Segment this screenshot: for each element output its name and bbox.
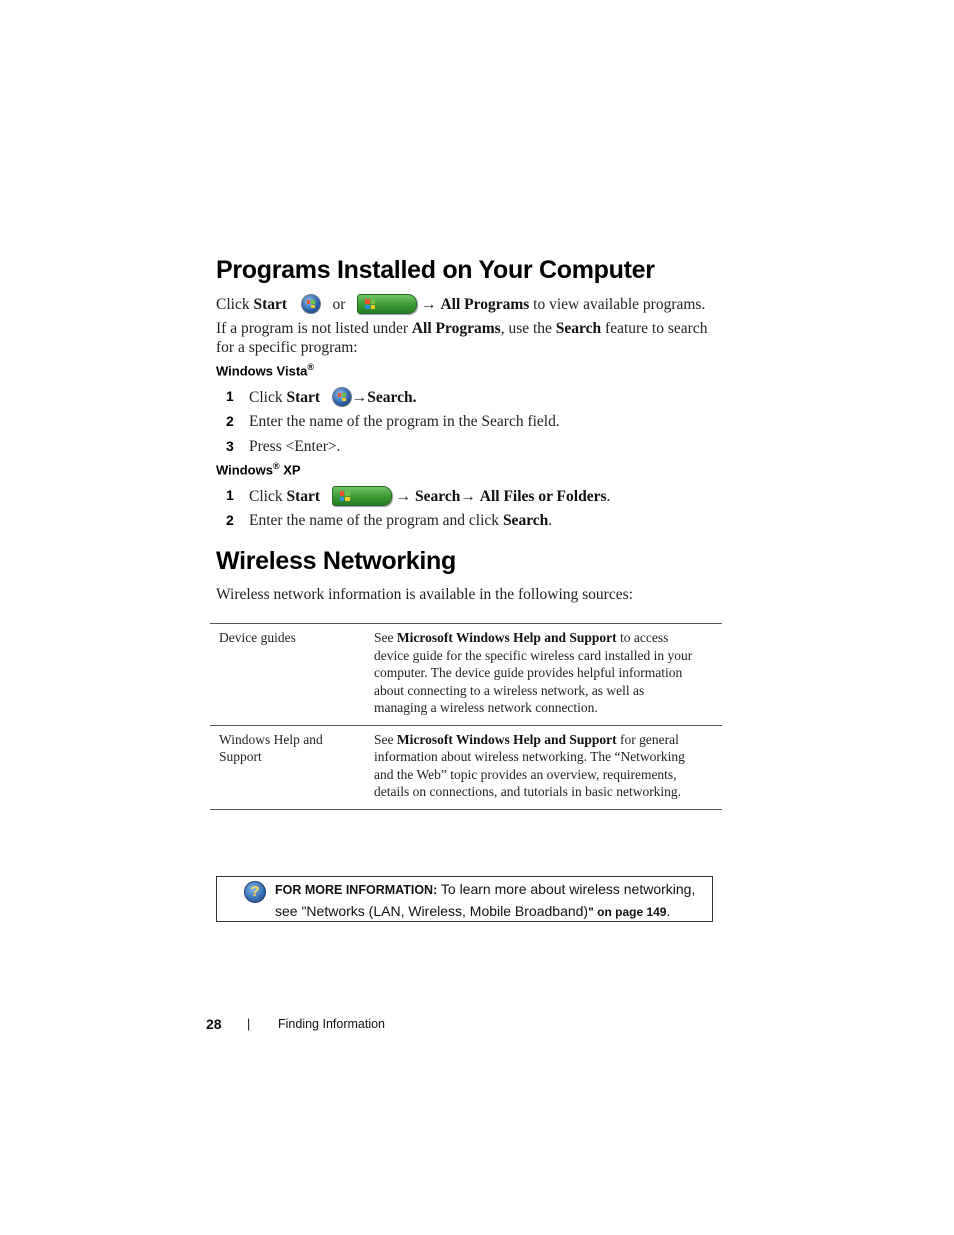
networks-cross-reference-link[interactable]: see "Networks (LAN, Wireless, Mobile Broadband) — [275, 903, 589, 919]
page-number: 28 — [206, 1016, 222, 1032]
desc-text: for general — [620, 731, 679, 747]
step-number: 1 — [226, 487, 234, 503]
desc-line: managing a wireless network connection. — [374, 700, 598, 715]
period: . — [606, 488, 611, 505]
period: . — [548, 512, 553, 529]
windows-xp-start-button-icon — [357, 294, 417, 314]
table-cell-source — [210, 624, 365, 726]
step-number: 2 — [226, 512, 234, 528]
source-label: Support — [219, 749, 262, 764]
arrow: → — [460, 488, 476, 505]
note-text — [275, 879, 695, 923]
footer-section-title: Finding Information — [278, 1017, 386, 1031]
text-search: Search — [415, 488, 461, 505]
windows-vista-start-orb-icon — [332, 387, 352, 407]
vista-heading-text: Windows Vista — [216, 363, 308, 379]
table-row — [210, 624, 722, 726]
note-text-line1: To learn more about wireless networking, — [440, 881, 696, 897]
para-text-b: , use the — [500, 320, 552, 337]
desc-line: computer. The device guide provides helpful information — [374, 665, 683, 680]
table-cell-source — [210, 725, 365, 809]
vista-step-2: Enter the name of the program in the Search field. — [249, 413, 560, 430]
not-listed-paragraph-line2: for a specific program: — [216, 339, 358, 356]
step-number: 2 — [226, 413, 234, 429]
text-search: Search — [502, 512, 549, 529]
xp-step-1 — [249, 486, 610, 506]
desc-line: details on connections, and tutorials in basic networking. — [374, 784, 682, 799]
subheading-windows-vista — [216, 362, 314, 378]
desc-line: information about wireless networking. The “Networking — [374, 749, 685, 764]
heading-programs-installed: Programs Installed on Your Computer — [216, 256, 655, 284]
source-label: Windows Help and — [219, 731, 323, 747]
vista-step-3: Press <Enter>. — [249, 438, 341, 455]
text-start: Start — [286, 488, 321, 505]
desc-line: and the Web” topic provides an overview, requirements, — [374, 766, 677, 782]
step-number: 1 — [226, 388, 234, 404]
xp-step-2-text: Enter the name of the program and click — [249, 512, 500, 529]
arrow: → — [351, 389, 368, 406]
arrow: → — [395, 488, 412, 505]
windows-vista-start-orb-icon — [301, 294, 321, 314]
footer-separator: | — [247, 1017, 251, 1031]
more-information-note — [216, 876, 713, 922]
desc-text: to access — [620, 630, 669, 645]
text-click: Click — [216, 296, 250, 313]
table-cell-description — [365, 725, 722, 809]
text-start: Start — [286, 389, 321, 406]
text-click: Click — [249, 488, 283, 505]
see-text: See — [374, 630, 394, 645]
text-all-programs: All Programs — [440, 296, 530, 313]
para-all-programs: All Programs — [411, 320, 501, 337]
registered-mark: ® — [272, 461, 280, 471]
period: . — [666, 903, 671, 919]
wireless-intro: Wireless network information is available in the following sources: — [216, 586, 633, 603]
question-mark-help-icon: ? — [244, 881, 266, 903]
text-view-programs: to view available programs. — [533, 296, 706, 313]
text-click: Click — [249, 389, 283, 406]
text-search: Search. — [367, 389, 417, 406]
para-text-c: feature to search — [605, 320, 708, 337]
desc-line: about connecting to a wireless network, as well as — [374, 682, 645, 698]
xp-step-2 — [249, 511, 552, 530]
page-reference: " on page 149 — [588, 905, 667, 919]
table-row — [210, 725, 722, 809]
registered-mark: ® — [307, 362, 315, 372]
para-search: Search — [555, 320, 602, 337]
xp-heading-text-b: XP — [283, 462, 301, 478]
text-or: or — [332, 296, 346, 313]
vista-step-1 — [249, 387, 417, 407]
desc-line: device guide for the specific wireless card installed in your — [374, 647, 693, 663]
see-text: See — [374, 731, 394, 747]
xp-heading-text-a: Windows — [216, 462, 273, 478]
intro-line — [216, 294, 705, 314]
windows-xp-start-button-icon — [332, 486, 392, 506]
heading-wireless-networking: Wireless Networking — [216, 547, 456, 575]
not-listed-paragraph-line1 — [216, 319, 707, 338]
step-number: 3 — [226, 438, 234, 454]
text-start: Start — [253, 296, 288, 313]
source-label: Device guides — [219, 630, 296, 645]
table-cell-description — [365, 624, 722, 726]
arrow: → — [421, 296, 437, 313]
help-and-support-bold: Microsoft Windows Help and Support — [396, 630, 617, 645]
para-text-a: If a program is not listed under — [216, 320, 408, 337]
note-lead: FOR MORE INFORMATION: — [275, 883, 438, 897]
subheading-windows-xp — [216, 461, 301, 477]
wireless-sources-table — [210, 623, 722, 810]
help-and-support-bold: Microsoft Windows Help and Support — [396, 731, 617, 747]
text-all-files-or-folders: All Files or Folders — [479, 488, 607, 505]
